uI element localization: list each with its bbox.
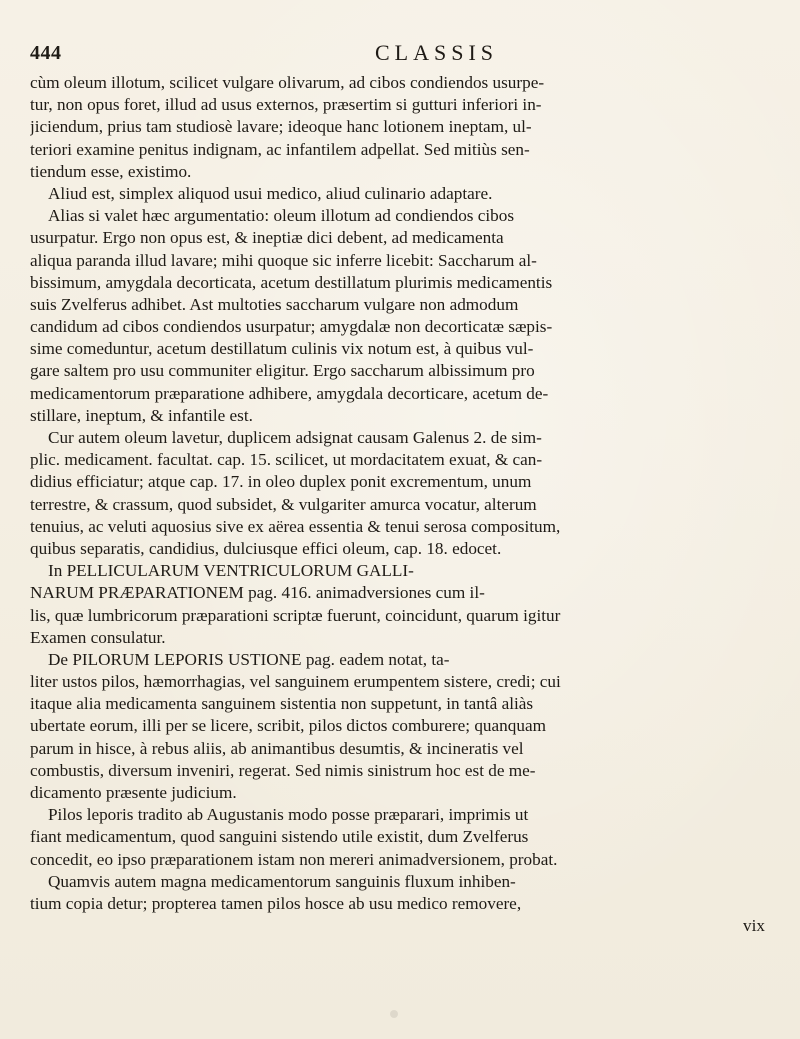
text-line: Quamvis autem magna medicamentorum sanguinis fluxum inhiben- <box>48 871 516 891</box>
text-line: quibus separatis, candidius, dulciusque effici oleum, cap. 18. edocet. <box>30 538 502 558</box>
text-line: Pilos leporis tradito ab Augustanis modo posse præparari, imprimis ut <box>48 805 529 825</box>
text-line: NARUM PRÆPARATIONEM pag. 416. animadversiones cum il- <box>30 583 485 603</box>
text-line: itaque alia medicamenta sanguinem sistentia non suppetunt, in tantâ aliàs <box>30 694 534 714</box>
text-line: combustis, diversum inveniri, regerat. Sed nimis sinistrum hoc est de me- <box>30 760 536 780</box>
text-line: parum in hisce, à rebus aliis, ab animantibus desumtis, & incineratis vel <box>30 738 524 758</box>
text-line: tiendum esse, existimo. <box>30 161 192 181</box>
text-line: lis, quæ lumbricorum præparationi scriptæ fuerunt, coincidunt, quarum igitur <box>30 605 561 625</box>
text-line: suis Zvelferus adhibet. Ast multoties saccharum vulgare non admodum <box>30 294 519 314</box>
text-line: aliqua paranda illud lavare; mihi quoque sic inferre licebit: Saccharum al- <box>30 250 537 270</box>
page-header <box>30 34 800 74</box>
text-line: bissimum, amygdala decorticata, acetum destillatum plurimis medicamentis <box>30 272 553 292</box>
text-line: tur, non opus foret, illud ad usus externos, præsertim si gutturi inferiori in- <box>30 95 542 115</box>
text-line: De PILORUM LEPORIS USTIONE pag. eadem notat, ta- <box>48 649 450 669</box>
paper-blemish <box>390 1010 398 1018</box>
text-line: medicamentorum præparatione adhibere, amygdala decorticare, acetum de- <box>30 383 549 403</box>
text-line: gare saltem pro usu communiter eligitur. Ergo saccharum albissimum pro <box>30 361 535 381</box>
text-line: sime comeduntur, acetum destillatum culinis vix notum est, à quibus vul- <box>30 339 534 359</box>
text-line: In PELLICULARUM VENTRICULORUM GALLI- <box>48 561 414 581</box>
text-line: jiciendum, prius tam studiosè lavare; ideoque hanc lotionem ineptam, ul- <box>30 117 532 137</box>
text-line: teriori examine penitus indignam, ac infantilem adpellat. Sed mitiùs sen- <box>30 139 530 159</box>
page-number: 444 <box>30 42 62 64</box>
text-line: didius efficiatur; atque cap. 17. in oleo duplex ponit excrementum, unum <box>30 472 532 492</box>
text-line: Cur autem oleum lavetur, duplicem adsignat causam Galenus 2. de sim- <box>48 428 542 447</box>
catchword: vix <box>743 916 765 936</box>
text-line: tium copia detur; propterea tamen pilos hosce ab usu medico removere, <box>30 893 522 913</box>
text-line: cùm oleum illotum, scilicet vulgare olivarum, ad cibos condiendos usurpe- <box>30 73 545 92</box>
text-line: dicamento præsente judicium. <box>30 783 237 802</box>
text-line: tenuius, ac veluti aquosius sive ex aërea essentia & tenui serosa compositum, <box>30 516 561 536</box>
text-line: stillare, ineptum, & infantile est. <box>30 405 253 425</box>
text-line: liter ustos pilos, hæmorrhagias, vel sanguinem erumpentem sistere, credi; cui <box>30 672 561 692</box>
text-line: candidum ad cibos condiendos usurpatur; amygdalæ non decorticatæ sæpis- <box>30 317 553 337</box>
text-line: terrestre, & crassum, quod subsidet, & vulgariter amurca vocatur, alterum <box>30 494 537 514</box>
text-line: Alias si valet hæc argumentatio: oleum illotum ad condiendos cibos <box>48 206 515 226</box>
text-line: concedit, eo ipso præparationem istam non mereri animadversionem, probat. <box>30 849 558 869</box>
running-head: CLASSIS <box>375 40 499 65</box>
text-line: usurpatur. Ergo non opus est, & ineptiæ dici debent, ad medicamenta <box>30 228 504 248</box>
text-line: Examen consulatur. <box>30 627 166 647</box>
text-line: plic. medicament. facultat. cap. 15. scilicet, ut mordacitatem exuat, & can- <box>30 450 543 470</box>
text-line: ubertate eorum, illi per se licere, scribit, pilos dictos comburere; quanquam <box>30 716 546 736</box>
body-text <box>30 72 790 937</box>
text-line: fiant medicamentum, quod sanguini sistendo utile existit, dum Zvelferus <box>30 827 529 847</box>
text-line: Aliud est, simplex aliquod usui medico, aliud culinario adaptare. <box>48 183 493 203</box>
